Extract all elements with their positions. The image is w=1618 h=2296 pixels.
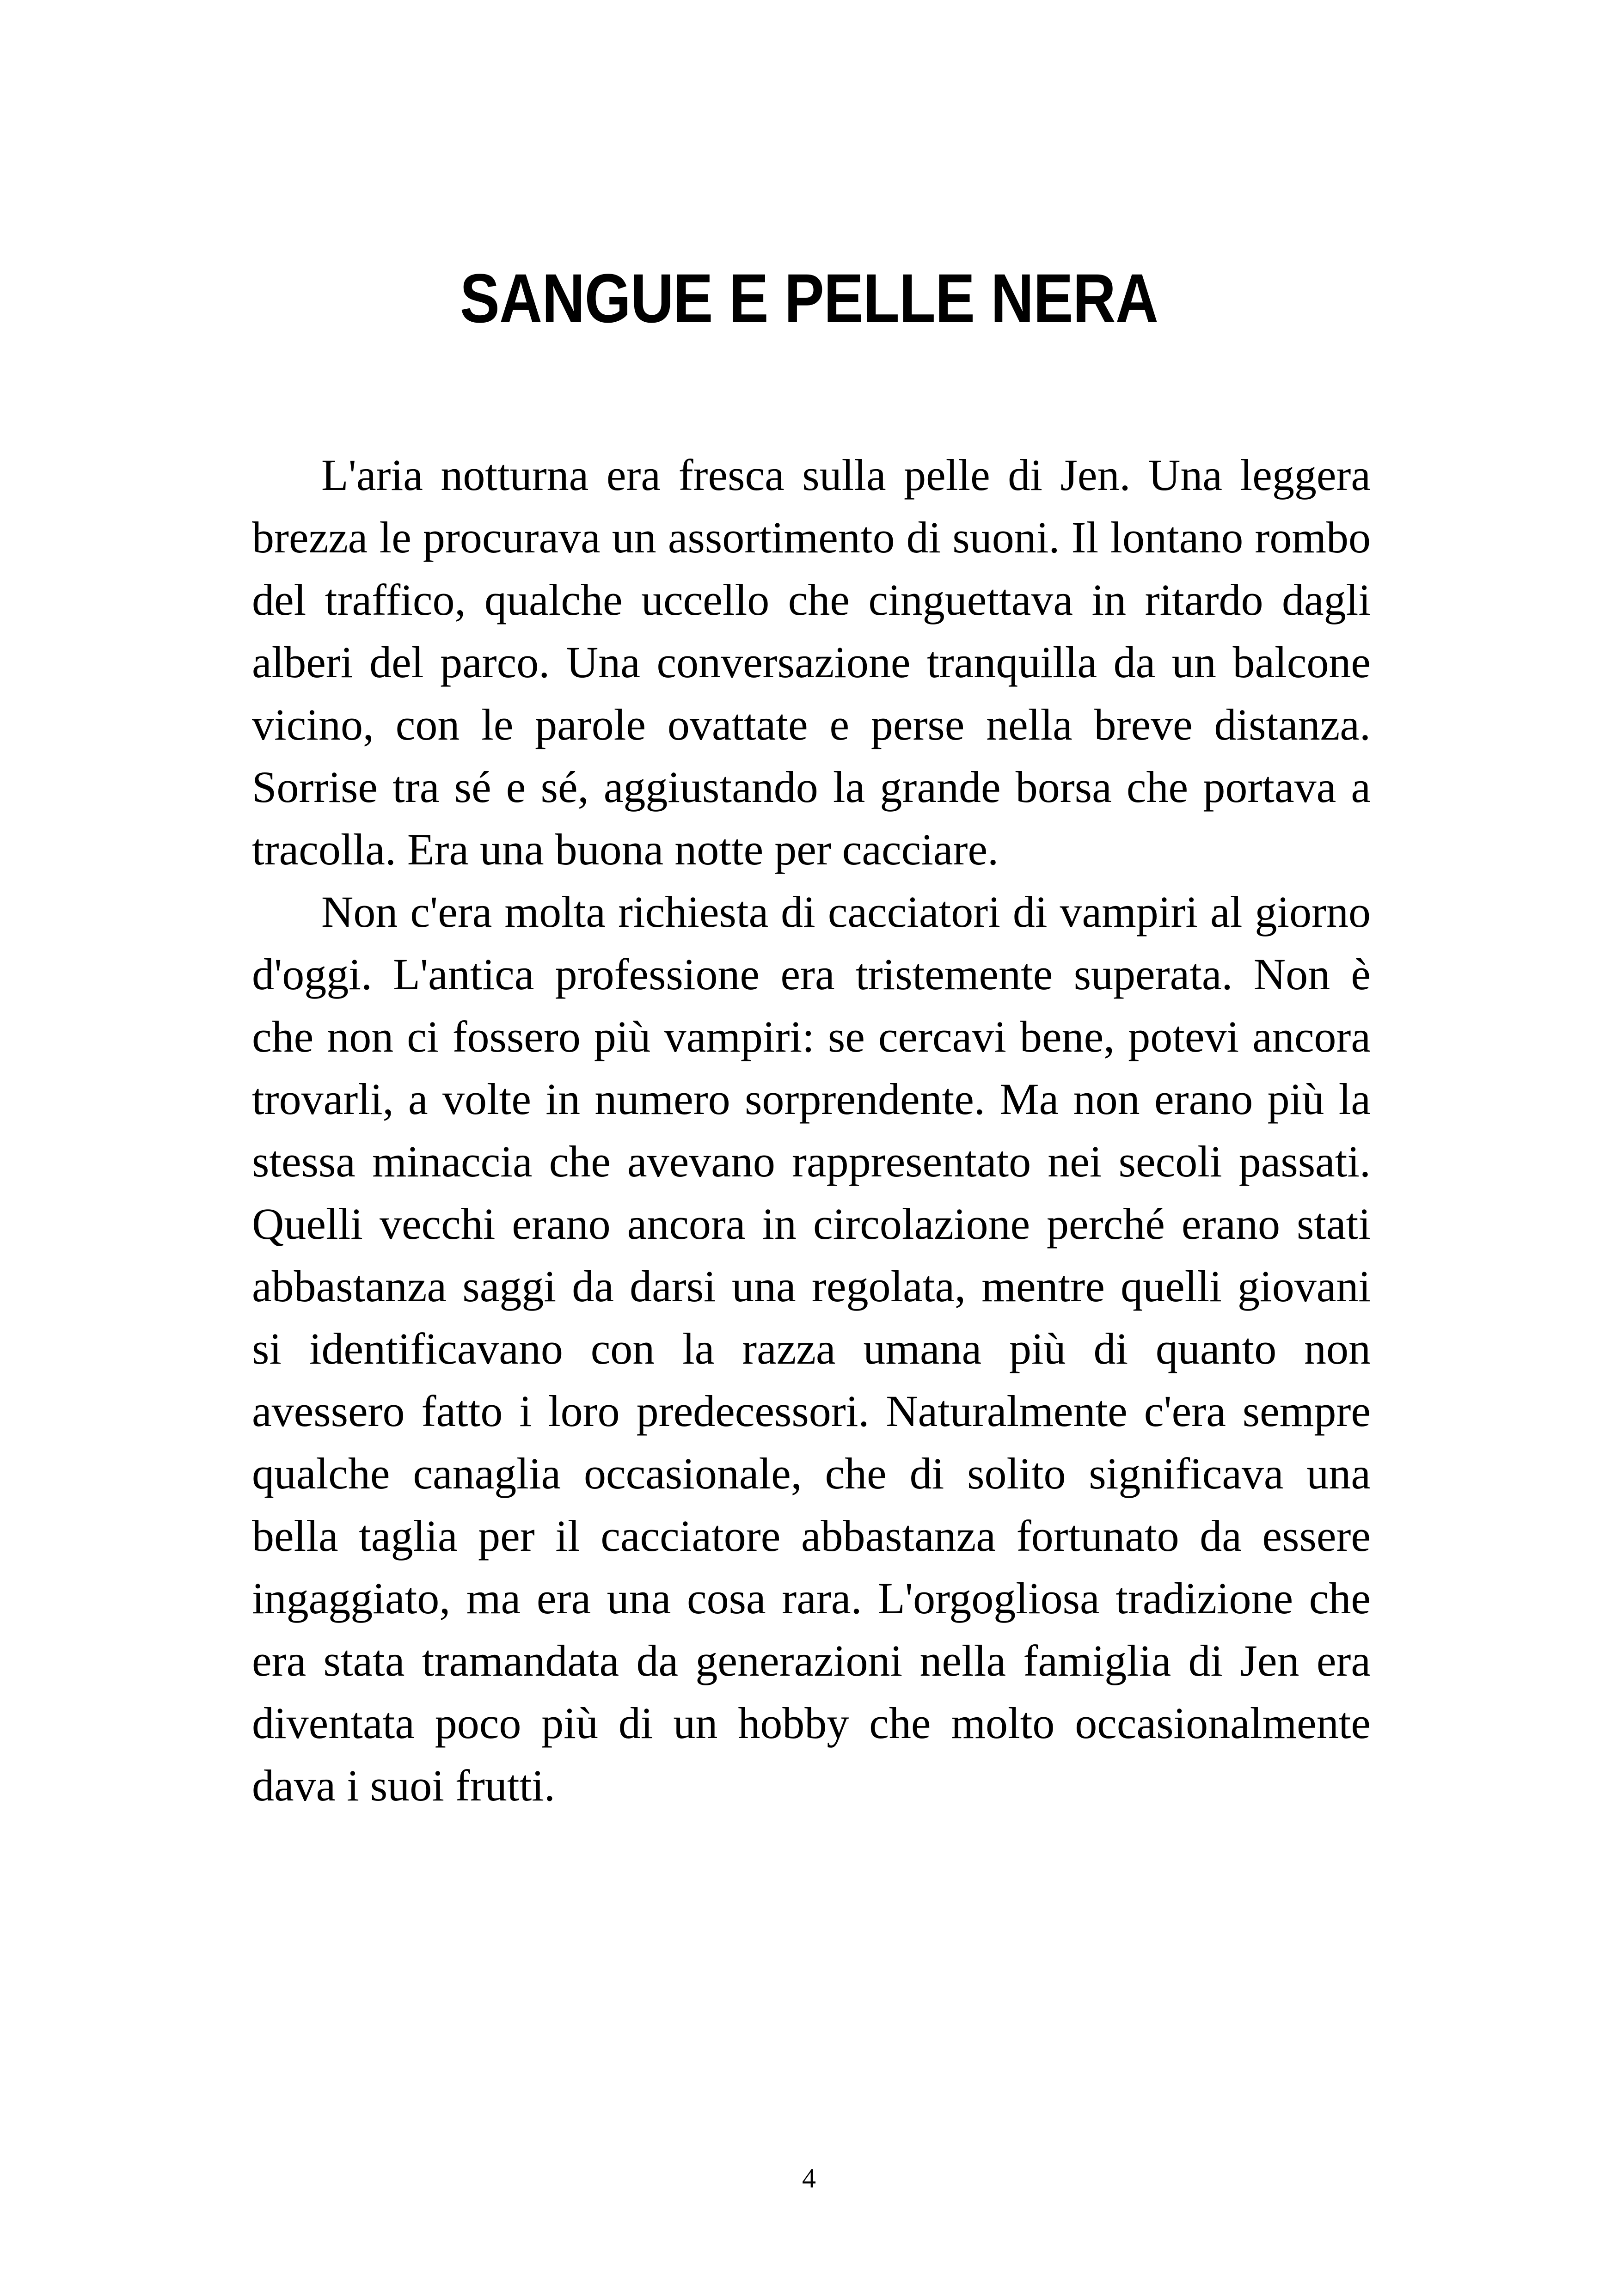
body-text: [252, 444, 1371, 1817]
paragraph: Non c'era molta richiesta di cacciatori di vampiri al giorno d'oggi. L'antica professione era tristemente superata. Non è che non ci fossero più vampiri: se cercavi bene, potevi ancora trovarli, a volte in numero sorprendente. Ma non erano più la stessa minaccia che avevano rappresentato nei secoli passati. Quelli vecchi erano ancora in circolazione perché erano stati abbastanza saggi da darsi una regolata, mentre quelli giovani si identificavano con la razza umana più di quanto non avessero fatto i loro predecessori. Naturalmente c'era sempre qualche canaglia occasionale, che di solito significava una bella taglia per il cacciatore abbastanza fortunato da essere ingaggiato, ma era una cosa rara. L'orgogliosa tradizione che era stata tramandata da generazioni nella famiglia di Jen era diventata poco più di un hobby che molto occasionalmente dava i suoi frutti.: [252, 887, 1371, 1810]
chapter-title: SANGUE E PELLE NERA: [460, 259, 1158, 337]
paragraph: L'aria notturna era fresca sulla pelle di Jen. Una leggera brezza le procurava un assortimento di suoni. Il lontano rombo del traffico, qualche uccello che cinguettava in ritardo dagli alberi del parco. Una conversazione tranquilla da un balcone vicino, con le parole ovattate e perse nella breve distanza. Sorrise tra sé e sé, aggiustando la grande borsa che portava a tracolla. Era una buona notte per cacciare.: [252, 450, 1371, 874]
page-number: 4: [802, 2163, 816, 2193]
